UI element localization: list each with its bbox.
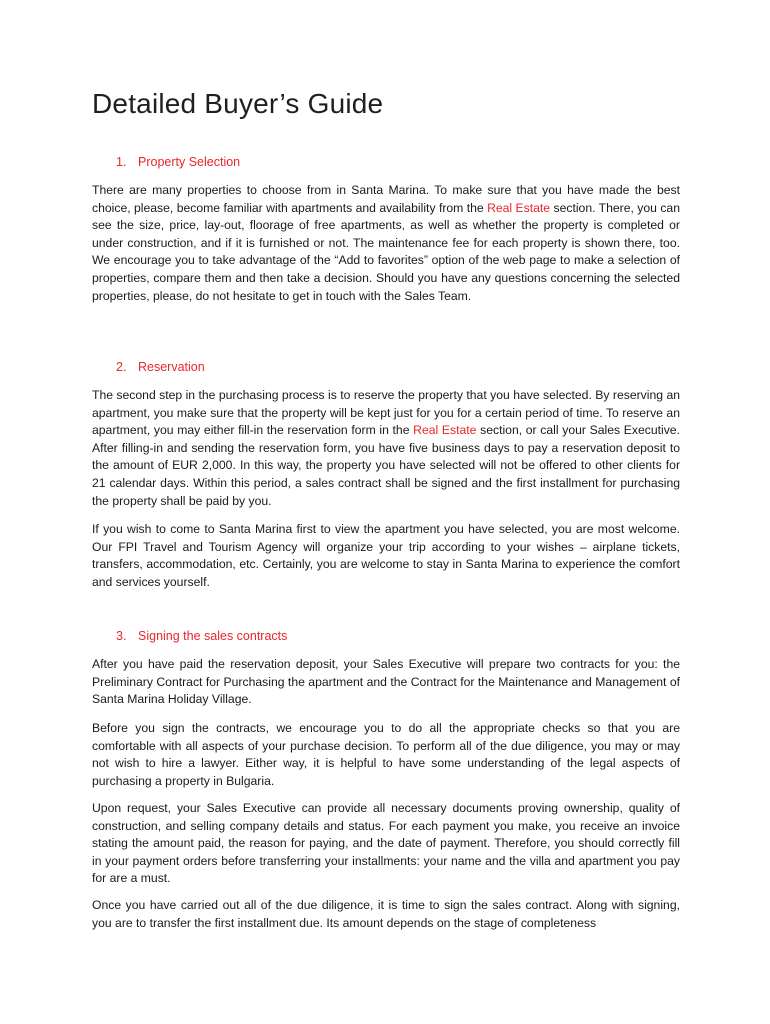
section-title: Reservation bbox=[138, 360, 205, 374]
paragraph-property-selection bbox=[92, 182, 680, 305]
section-number: 3. bbox=[116, 629, 127, 643]
page-title: Detailed Buyer’s Guide bbox=[92, 88, 384, 119]
paragraph-reservation bbox=[92, 387, 680, 510]
paragraph-text: section, or call your Sales Executive. After filling-in and sending the reservation form, you have five business days to pay a reservation deposit to the amount of EUR 2,000. In this way, the property you have selected will not be offered to other clients for 21 calendar days. Within this period, a sales contract shall be signed and the first installment for purchasing the property shall be paid by you. bbox=[92, 423, 680, 508]
real-estate-link[interactable]: Real Estate bbox=[413, 423, 477, 438]
paragraph-contracts-intro: After you have paid the reservation deposit, your Sales Executive will prepare two contracts for you: the Preliminary Contract for Purchasing the apartment and the Contract for the Maintenance and Management of Santa Marina Holiday Village. bbox=[92, 657, 680, 707]
paragraph-visit: If you wish to come to Santa Marina first to view the apartment you have selected, you are most welcome. Our FPI Travel and Tourism Agency will organize your trip according to your wishes – airplane tickets, transfers, accommodation, etc. Certainly, you are welcome to stay in Santa Marina to experience the comfort and services yourself. bbox=[92, 522, 680, 589]
paragraph-due-diligence: Before you sign the contracts, we encourage you to do all the appropriate checks so that you are comfortable with all aspects of your purchase decision. To perform all of the due diligence, you may or may not wish to hire a lawyer. Either way, it is helpful to have some understanding of the legal aspects of purchasing a property in Bulgaria. bbox=[92, 721, 680, 788]
section-number: 2. bbox=[116, 360, 127, 374]
paragraph-text: The second step in the purchasing process is to reserve the property that you have selected. By reserving an apartment, you make sure that the property will be kept just for you for a certain period of time. To reserve an apartment, you may either fill-in the reservation form in the bbox=[92, 388, 680, 438]
real-estate-link[interactable]: Real Estate bbox=[487, 200, 551, 215]
section-heading-property-selection bbox=[116, 155, 240, 169]
section-number: 1. bbox=[116, 155, 127, 169]
paragraph-text: section. There, you can see the size, price, lay-out, floorage of free apartments, as well as whether the property is completed or under construction, and if it is furnished or not. The maintenance fee for each property is shown there, too. We encourage you to take advantage of the “Add to favorites” option of the web page to make a selection of properties, compare them and then take a decision. Should you have any questions concerning the selected properties, please, do not hesitate to get in touch with the Sales Team. bbox=[92, 200, 680, 303]
section-title: Property Selection bbox=[138, 155, 241, 169]
section-heading-reservation bbox=[116, 360, 205, 374]
paragraph-text: There are many properties to choose from in Santa Marina. To make sure that you have made the best choice, please, become familiar with apartments and availability from the bbox=[92, 183, 680, 215]
section-heading-signing-contracts bbox=[116, 629, 287, 643]
paragraph-documents: Upon request, your Sales Executive can provide all necessary documents proving ownership, quality of construction, and selling company details and status. For each payment you make, you receive an invoice stating the amount paid, the reason for paying, and the date of payment. Therefore, you should correctly fill in your payment orders before transferring your installments: your name and the villa and apartment you pay for are a must. bbox=[92, 801, 680, 886]
paragraph-signing: Once you have carried out all of the due diligence, it is time to sign the sales contract. Along with signing, you are to transfer the first installment due. Its amount depends on the stage of completeness bbox=[92, 898, 680, 930]
section-title: Signing the sales contracts bbox=[138, 629, 288, 643]
